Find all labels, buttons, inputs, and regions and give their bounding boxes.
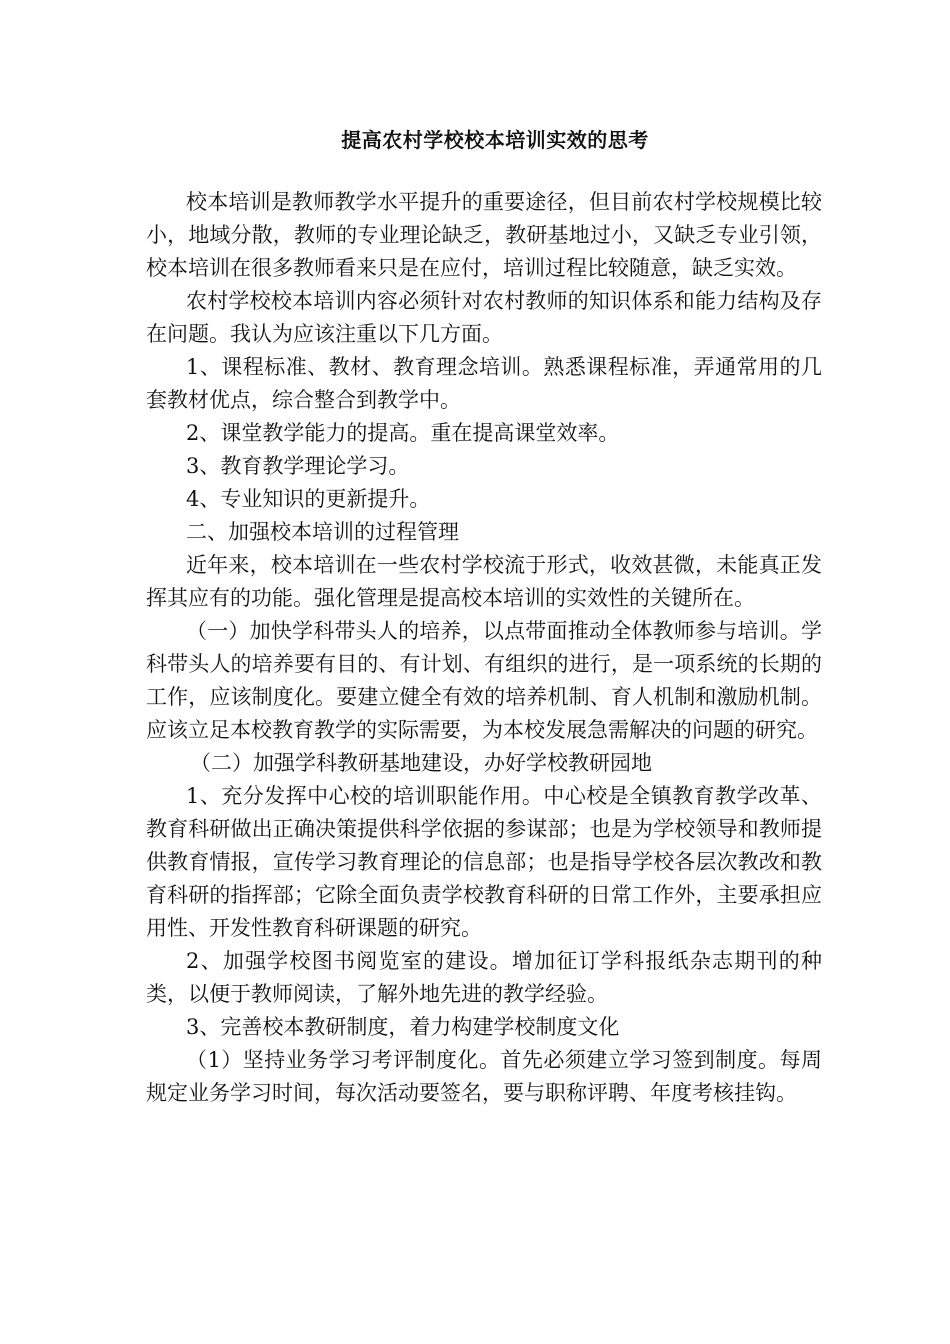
paragraph: 2、加强学校图书阅览室的建设。增加征订学科报纸杂志期刊的种类，以便于教师阅读，了解外地先进的教学经验。 <box>146 949 822 1006</box>
paragraph: 农村学校校本培训内容必须针对农村教师的知识体系和能力结构及存在问题。我认为应该注重以下几方面。 <box>146 289 822 346</box>
document-body <box>146 186 822 1110</box>
paragraph: 2、课堂教学能力的提高。重在提高课堂效率。 <box>186 421 620 445</box>
paragraph: 4、专业知识的更新提升。 <box>186 487 431 511</box>
paragraph: 1、课程标准、教材、教育理念培训。熟悉课程标准，弄通常用的几套教材优点，综合整合到教学中。 <box>146 355 822 412</box>
subsection-heading: （二）加强学科教研基地建设，办好学校教研园地 <box>190 751 652 775</box>
paragraph: 校本培训是教师教学水平提升的重要途径，但目前农村学校规模比较小，地域分散，教师的专业理论缺乏，教研基地过小，又缺乏专业引领，校本培训在很多教师看来只是在应付，培训过程比较随意，缺乏实效。 <box>146 190 822 280</box>
paragraph: 3、完善校本教研制度，着力构建学校制度文化 <box>186 1015 620 1039</box>
paragraph: （一）加快学科带头人的培养，以点带面推动全体教师参与培训。学科带头人的培养要有目的、有计划、有组织的进行，是一项系统的长期的工作，应该制度化。要建立健全有效的培养机制、育人机制和激励机制。应该立足本校教育教学的实际需要，为本校发展急需解决的问题的研究。 <box>146 619 822 742</box>
document-title: 提高农村学校校本培训实效的思考 <box>341 128 649 152</box>
paragraph: 3、教育教学理论学习。 <box>186 454 410 478</box>
paragraph: 近年来，校本培训在一些农村学校流于形式，收效甚微，未能真正发挥其应有的功能。强化管理是提高校本培训的实效性的关键所在。 <box>146 553 822 610</box>
section-heading: 二、加强校本培训的过程管理 <box>186 520 459 544</box>
paragraph: 1、充分发挥中心校的培训职能作用。中心校是全镇教育教学改革、教育科研做出正确决策提供科学依据的参谋部；也是为学校领导和教师提供教育情报，宣传学习教育理论的信息部；也是指导学校各层次教改和教育科研的指挥部；它除全面负责学校教育科研的日常工作外，主要承担应用性、开发性教育科研课题的研究。 <box>146 784 822 940</box>
paragraph: （1）坚持业务学习考评制度化。首先必须建立学习签到制度。每周规定业务学习时间，每次活动要签名，要与职称评聘、年度考核挂钩。 <box>146 1048 822 1105</box>
